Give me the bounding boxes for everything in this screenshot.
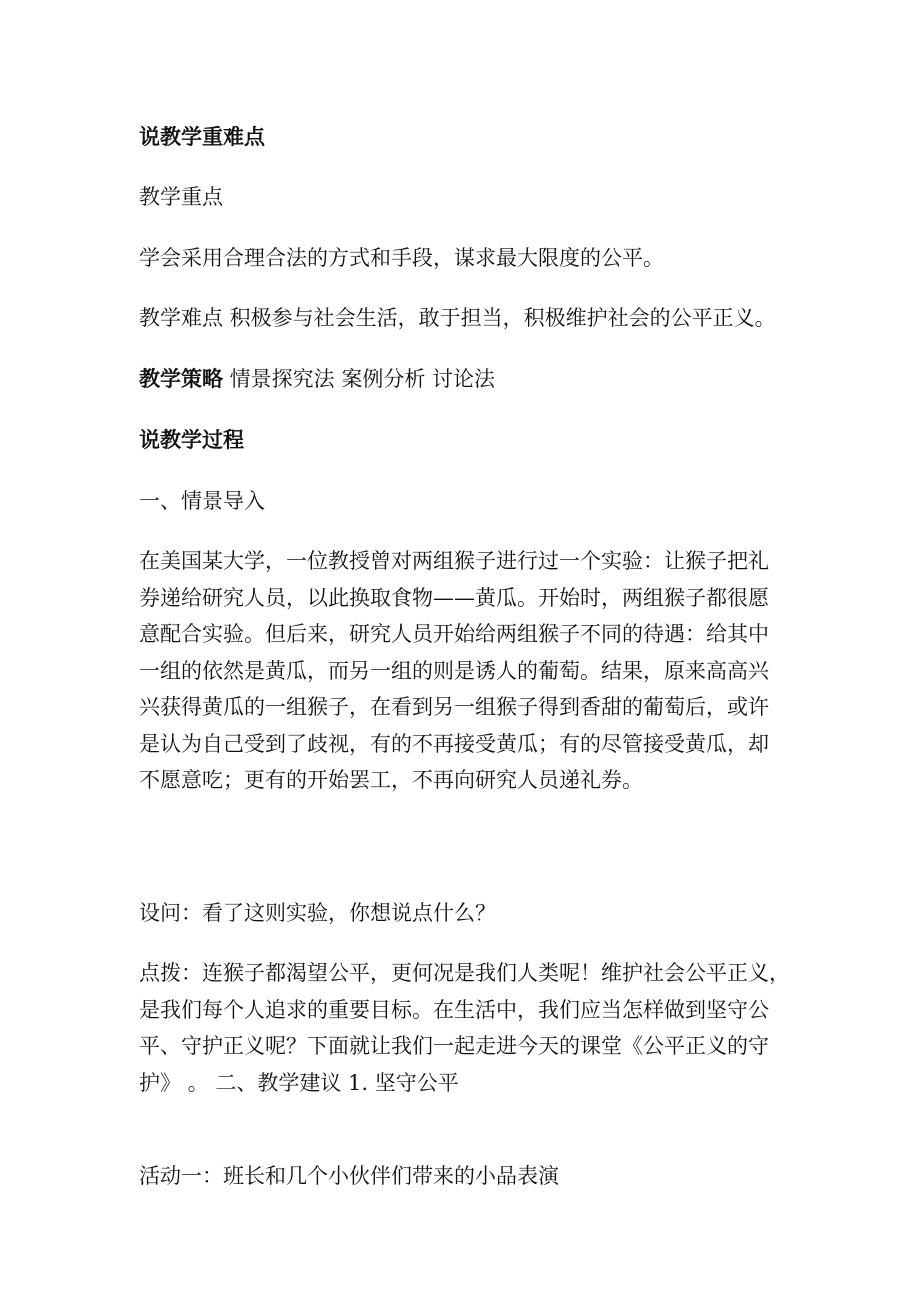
story-line: 不愿意吃；更有的开始罢工，不再向研究人员递礼券。: [139, 768, 643, 792]
heading-process: 说教学过程: [139, 427, 244, 452]
hint-paragraph: [139, 955, 789, 1101]
hint-line: 平、守护正义呢？下面就让我们一起走进今天的课堂《公平正义的守: [139, 1034, 769, 1058]
story-line: 在美国某大学，一位教授曾对两组猴子进行过一个实验：让猴子把礼: [139, 549, 769, 573]
strategy-text: 情景探究法 案例分析 讨论法: [223, 367, 496, 391]
heading-key-points: 说教学重难点: [139, 124, 265, 149]
story-line: 兴获得黄瓜的一组猴子，在看到另一组猴子得到香甜的葡萄后，或许: [139, 695, 769, 719]
difficulty-line: 教学难点 积极参与社会生活，敢于担当，积极维护社会的公平正义。: [139, 306, 776, 330]
strategy-label: 教学策略: [139, 366, 223, 391]
story-line: 券递给研究人员，以此换取食物——黄瓜。开始时，两组猴子都很愿: [139, 585, 769, 610]
story-line: 意配合实验。但后来，研究人员开始给两组猴子不同的待遇：给其中: [139, 622, 769, 646]
focus-label: 教学重点: [139, 185, 223, 209]
story-line: 一组的依然是黄瓜，而另一组的则是诱人的葡萄。结果，原来高高兴: [139, 658, 769, 683]
hint-line: 点拨：连猴子都渴望公平，更何况是我们人类呢！维护社会公平正义，: [139, 961, 790, 985]
section-intro-heading: 一、情景导入: [139, 489, 265, 513]
focus-text: 学会采用合理合法的方式和手段，谋求最大限度的公平。: [139, 246, 664, 270]
hint-line: 是我们每个人追求的重要目标。在生活中，我们应当怎样做到坚守公: [139, 997, 769, 1022]
story-paragraph: [139, 543, 789, 799]
story-line: 是认为自己受到了歧视，有的不再接受黄瓜；有的尽管接受黄瓜，却: [139, 731, 769, 756]
strategy-line: [139, 366, 789, 392]
question-line: 设问：看了这则实验，你想说点什么？: [139, 901, 496, 925]
hint-line: 护》 。 二、教学建议 1. 坚守公平: [139, 1070, 459, 1095]
activity-line: 活动一：班长和几个小伙伴们带来的小品表演: [139, 1164, 559, 1188]
